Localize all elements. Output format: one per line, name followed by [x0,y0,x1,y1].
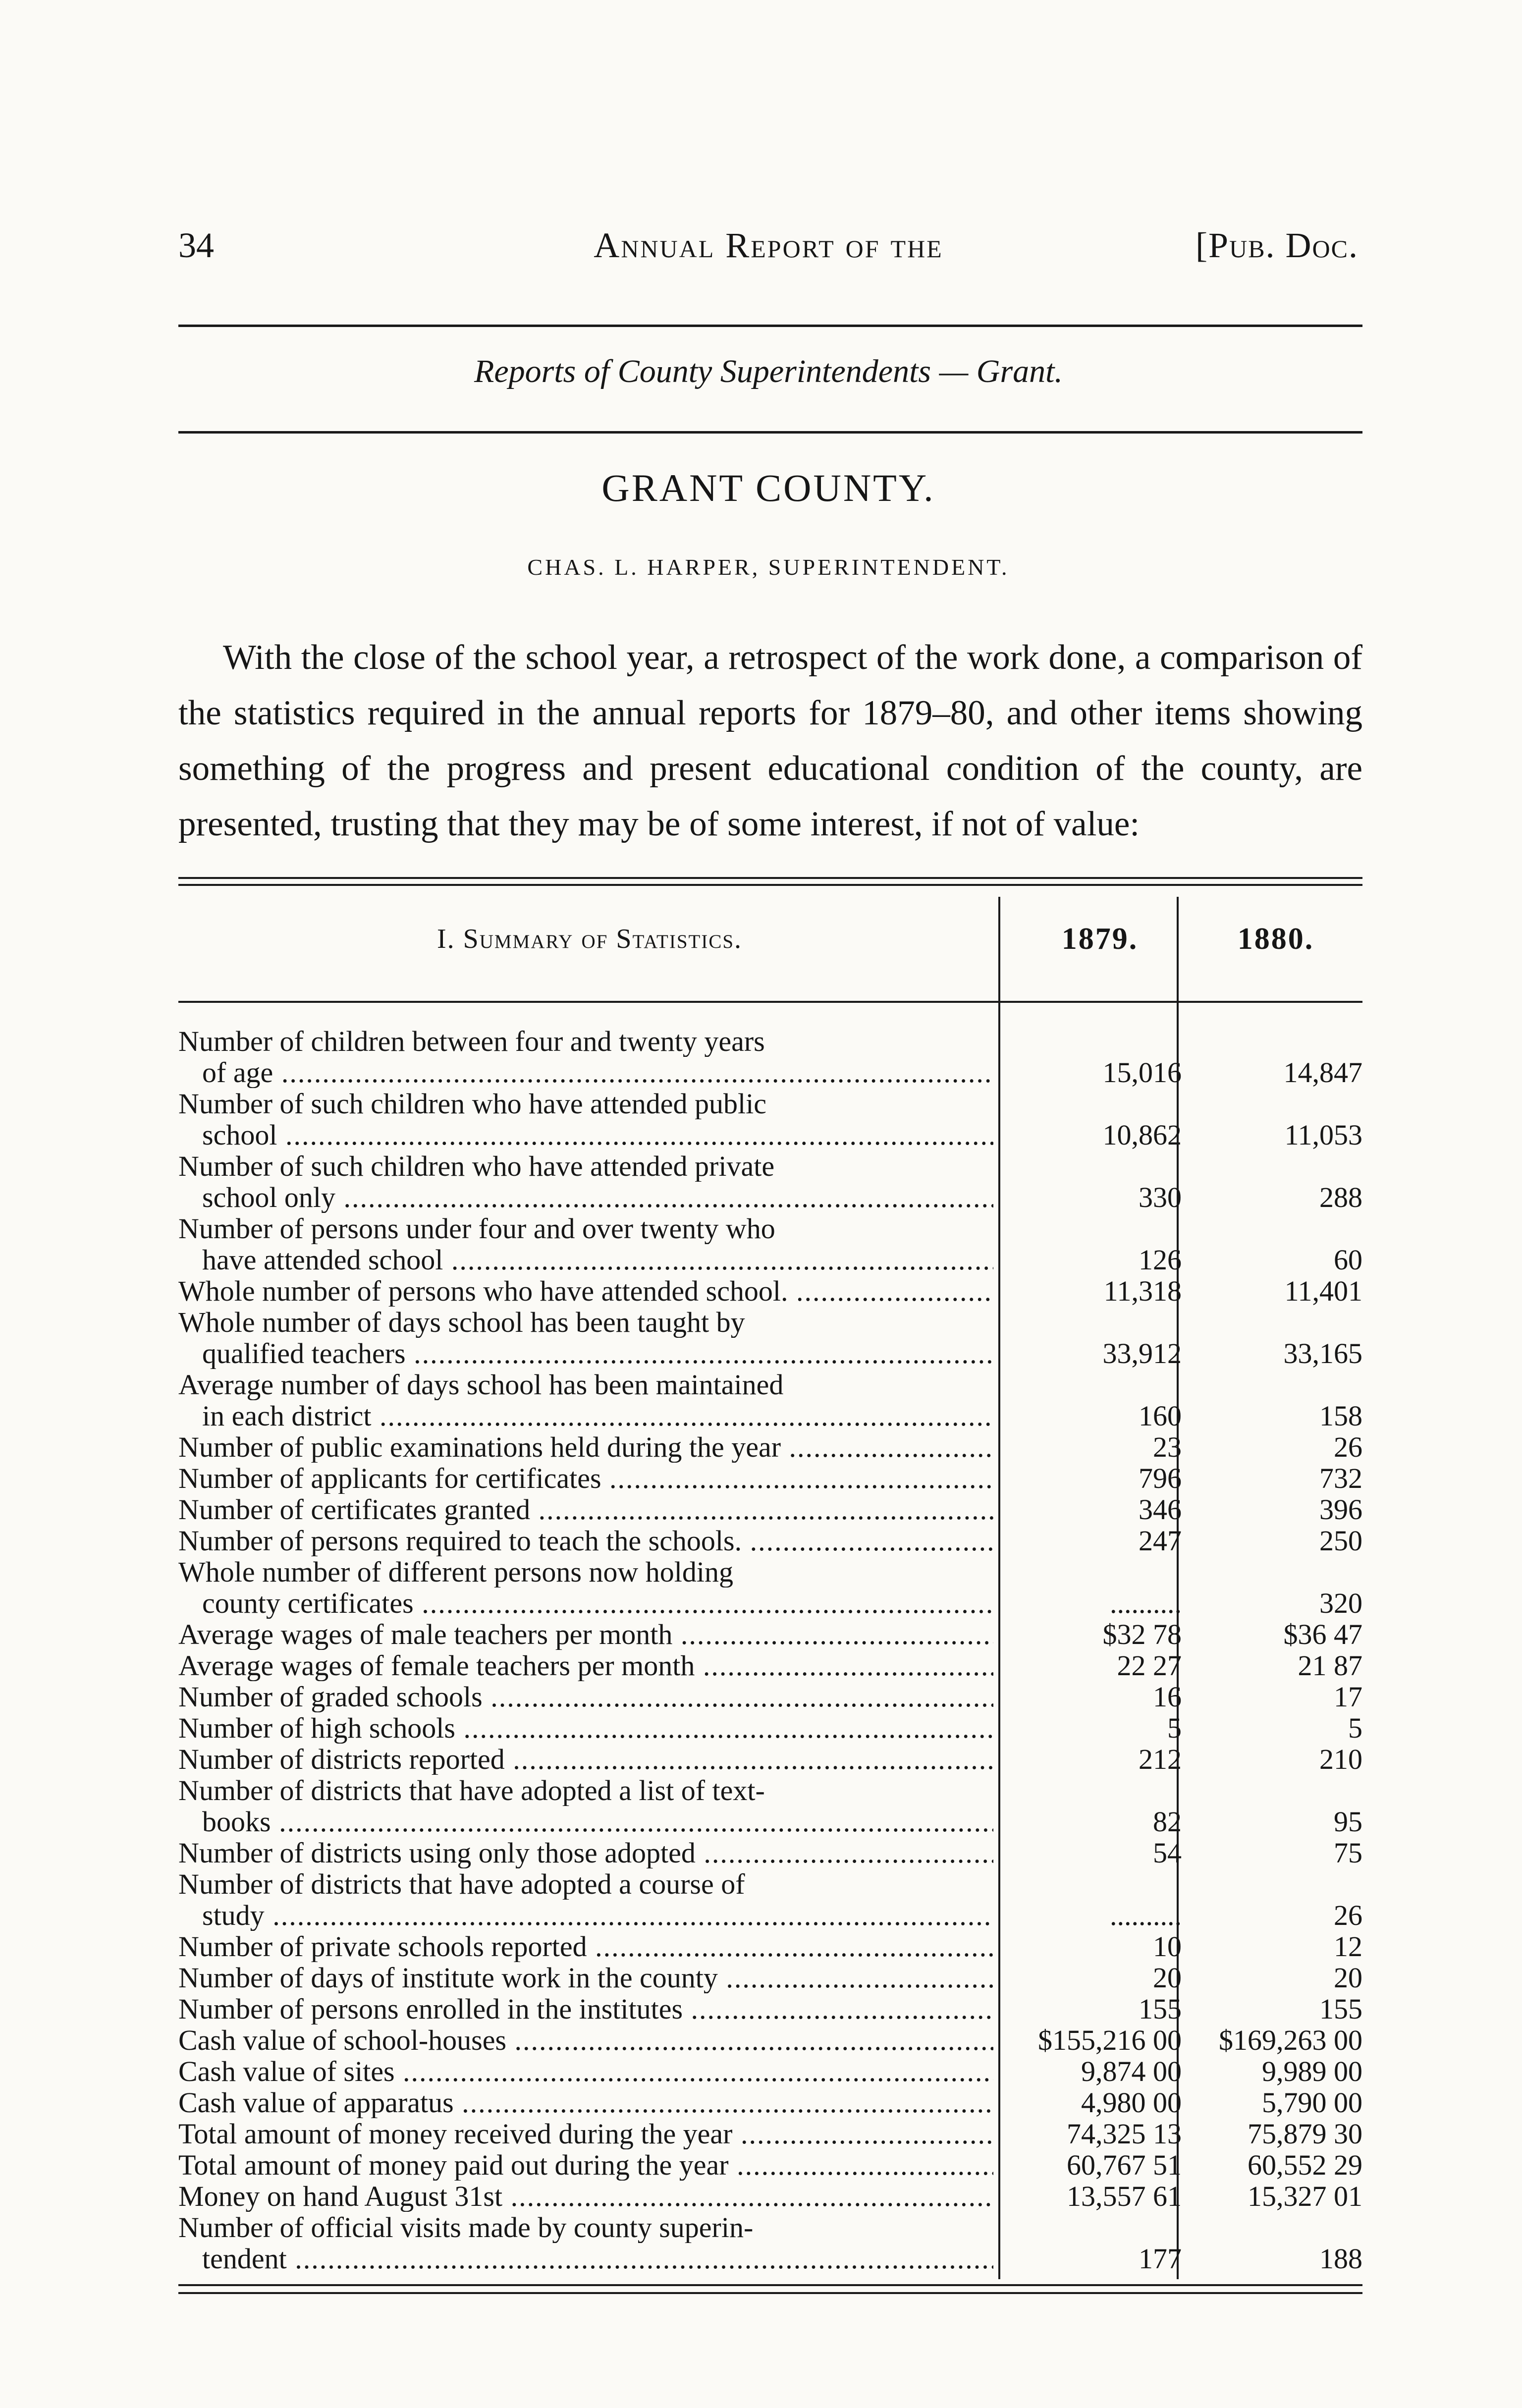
value-1880: 75,879 30 [1248,2118,1362,2150]
table-row [178,1744,1362,1775]
row-label [178,1775,993,1837]
row-label-line: Average number of days school has been maintained [178,1369,784,1400]
row-label-line: Total amount of money paid out during the year ..... [178,2149,993,2181]
value-1880: 5,790 00 [1262,2086,1362,2119]
value-1879: .......... [1110,1899,1182,1931]
value-1880: 12 [1334,1930,1362,1963]
value-1879: .......... [1110,1587,1182,1619]
value-1879: 60,767 51 [1067,2149,1182,2181]
row-label-line: Number of persons under four and over twenty who [178,1213,775,1244]
row-label-line: Number of applicants for certificates ..... [178,1463,993,1494]
row-label-line: Average wages of female teachers per month ..... [178,1650,993,1681]
table-row [178,2212,1362,2274]
row-label [178,1993,993,2025]
header-bottom-rule [178,1001,1362,1003]
row-label-line: Number of districts using only those adopted ..... [178,1837,993,1868]
running-head [178,218,1359,273]
value-1879: 23 [1153,1431,1182,1463]
table-row [178,1213,1362,1275]
row-label-line: Number of public examinations held during the year ..... [178,1431,993,1463]
page-number: 34 [178,225,214,265]
value-1879: 22 27 [1117,1649,1182,1682]
table-row [178,1868,1362,1931]
value-1880: 33,165 [1283,1337,1362,1369]
row-label-line: county certificates ..... [178,1587,993,1619]
table-row [178,1150,1362,1213]
table-row [178,1307,1362,1369]
value-1879: 160 [1139,1400,1182,1432]
row-label-line: Number of districts that have adopted a course of [178,1868,745,1900]
row-label [178,1213,993,1275]
value-1880: 396 [1319,1493,1362,1526]
value-1880: $36 47 [1283,1618,1362,1650]
row-label [178,1494,993,1525]
value-1880: 17 [1334,1681,1362,1713]
row-label-line: Whole number of persons who have attended school. ..... [178,1275,993,1307]
superintendent-name: CHAS. L. HARPER, SUPERINTENDENT. [527,554,1010,580]
value-1879: $155,216 00 [1038,2024,1182,2056]
row-label-line: Number of children between four and twenty years [178,1026,765,1057]
row-label [178,2149,993,2181]
row-label-line: Number of official visits made by county superin- [178,2212,754,2243]
row-label [178,2087,993,2118]
row-label-line: Number of such children who have attended public [178,1088,767,1119]
row-label-line: Number of persons enrolled in the institutes ..... [178,1993,993,2025]
row-label [178,1837,993,1868]
running-title: Annual Report of the [594,225,943,265]
row-label [178,1307,993,1369]
row-label-line: Cash value of apparatus ..... [178,2087,993,2118]
row-label-line: in each district ..... [178,1400,993,1431]
row-label-line: Cash value of school-houses ..... [178,2025,993,2056]
intro-paragraph: With the close of the school year, a retrospect of the work done, a comparison of the statistics required in the annual reports for 1879–80, and other items showing something of the progress and present educational condition of the county, are presented, trusting that they may be of some interest, if not of value: [178,638,1362,843]
value-1880: $169,263 00 [1219,2024,1362,2056]
value-1880: 11,401 [1284,1275,1362,1307]
value-1880: 155 [1319,1993,1362,2025]
row-label-line: Cash value of sites ..... [178,2056,993,2087]
value-1879: 796 [1139,1462,1182,1494]
value-1879: 9,874 00 [1081,2055,1182,2087]
row-label [178,1744,993,1775]
row-label [178,2118,993,2149]
row-label [178,1556,993,1619]
table-row [178,2149,1362,2181]
table-row [178,1431,1362,1463]
value-1880: 188 [1319,2243,1362,2275]
value-1880: 158 [1319,1400,1362,1432]
row-label [178,1026,993,1088]
row-label [178,2056,993,2087]
value-1879: 177 [1139,2243,1182,2275]
row-label [178,1525,993,1556]
table-bottom-rule-2 [178,2292,1362,2294]
value-1880: 210 [1319,1743,1362,1775]
row-label-line: Whole number of days school has been taught by [178,1307,745,1338]
row-label [178,1150,993,1213]
value-1880: 26 [1334,1431,1362,1463]
table-row [178,2087,1362,2118]
value-1880: 732 [1319,1462,1362,1494]
table-row [178,1525,1362,1556]
value-1879: 10,862 [1102,1119,1182,1151]
table-row [178,1556,1362,1619]
value-1880: 26 [1334,1899,1362,1931]
value-1879: 20 [1153,1962,1182,1994]
row-label [178,1088,993,1150]
row-label [178,1619,993,1650]
row-label-line: of age ..... [178,1057,993,1088]
row-label-line: school only ..... [178,1182,993,1213]
row-label-line: have attended school ..... [178,1244,993,1275]
table-row [178,2025,1362,2056]
row-label-line: Number of certificates granted ..... [178,1494,993,1525]
row-label [178,2181,993,2212]
value-1879: 126 [1139,1244,1182,1276]
value-1879: 15,016 [1102,1056,1182,1089]
column-header-1880: 1880. [1237,922,1314,956]
value-1880: 11,053 [1284,1119,1362,1151]
value-1879: 33,912 [1102,1337,1182,1369]
column-header-1879: 1879. [1061,922,1139,956]
row-label-line: Total amount of money received during the year ..... [178,2118,993,2149]
row-label-line: Number of days of institute work in the county ..... [178,1962,993,1993]
table-row [178,1494,1362,1525]
row-label [178,1868,993,1931]
row-label [178,1369,993,1431]
row-label-line: Number of graded schools ..... [178,1681,993,1712]
section-subheading: Reports of County Superintendents — Grant. [474,353,1063,389]
row-label [178,1931,993,1962]
row-label-line: study ..... [178,1900,993,1931]
table-row [178,1088,1362,1150]
table-row [178,1775,1362,1837]
row-label [178,1650,993,1681]
value-1880: 60 [1334,1244,1362,1276]
row-label-line: Whole number of different persons now holding [178,1556,734,1587]
table-row [178,2056,1362,2087]
table-row [178,2118,1362,2149]
row-label-line: Number of districts that have adopted a list of text- [178,1775,765,1806]
value-1880: 15,327 01 [1248,2180,1362,2212]
value-1879: 11,318 [1103,1275,1182,1307]
row-label [178,1431,993,1463]
table-row [178,1619,1362,1650]
value-1879: 4,980 00 [1081,2086,1182,2119]
row-label-line: Number of districts reported ..... [178,1744,993,1775]
row-label-line: tendent ..... [178,2243,993,2274]
table-body [178,1026,1362,2274]
value-1879: 13,557 61 [1067,2180,1182,2212]
row-label-line: school ..... [178,1119,993,1150]
value-1880: 320 [1319,1587,1362,1619]
row-label-line: Number of private schools reported ..... [178,1931,993,1962]
value-1880: 60,552 29 [1248,2149,1362,2181]
row-label [178,1681,993,1712]
value-1880: 21 87 [1298,1649,1362,1682]
county-title: GRANT COUNTY. [601,466,935,509]
value-1879: 346 [1139,1493,1182,1526]
table-header [178,877,1362,1006]
statistics-table [178,877,1362,2299]
table-row [178,1275,1362,1307]
value-1880: 75 [1334,1837,1362,1869]
table-row [178,1463,1362,1494]
value-1879: 16 [1153,1681,1182,1713]
row-label-line: Money on hand August 31st ..... [178,2181,993,2212]
row-label [178,1463,993,1494]
row-label-line: Number of persons required to teach the schools. ..... [178,1525,993,1556]
value-1879: 155 [1139,1993,1182,2025]
value-1880: 95 [1334,1806,1362,1838]
table-bottom-rule [178,2284,1362,2286]
header-rule [178,325,1362,327]
table-row [178,1712,1362,1744]
table-row [178,1681,1362,1712]
value-1879: 10 [1153,1930,1182,1963]
table-row [178,1931,1362,1962]
value-1880: 288 [1319,1181,1362,1213]
table-row [178,1369,1362,1431]
value-1879: 330 [1139,1181,1182,1213]
value-1880: 5 [1348,1712,1362,1744]
row-label [178,1275,993,1307]
value-1880: 250 [1319,1525,1362,1557]
value-1879: 82 [1153,1806,1182,1838]
table-row [178,1962,1362,1993]
row-label [178,2025,993,2056]
column-header-label: I. Summary of Statistics. [436,924,743,954]
row-label-line: Number of such children who have attended private [178,1150,775,1182]
table-row [178,1993,1362,2025]
value-1879: 212 [1139,1743,1182,1775]
table-row [178,1650,1362,1681]
value-1879: 5 [1167,1712,1182,1744]
value-1879: 54 [1153,1837,1182,1869]
document-reference: [Pub. Doc. [1196,225,1359,265]
row-label-line: Average wages of male teachers per month ..... [178,1619,993,1650]
row-label [178,2212,993,2274]
row-label-line: qualified teachers ..... [178,1338,993,1369]
table-row [178,1026,1362,1088]
row-label-line: Number of high schools ..... [178,1712,993,1744]
row-label [178,1712,993,1744]
value-1879: $32 78 [1102,1618,1182,1650]
value-1880: 9,989 00 [1262,2055,1362,2087]
value-1880: 14,847 [1283,1056,1362,1089]
row-label [178,1962,993,1993]
table-row [178,2181,1362,2212]
subheading-rule [178,431,1362,434]
value-1880: 20 [1334,1962,1362,1994]
value-1879: 74,325 13 [1067,2118,1182,2150]
table-row [178,1837,1362,1868]
row-label-line: books ..... [178,1806,993,1837]
value-1879: 247 [1139,1525,1182,1557]
